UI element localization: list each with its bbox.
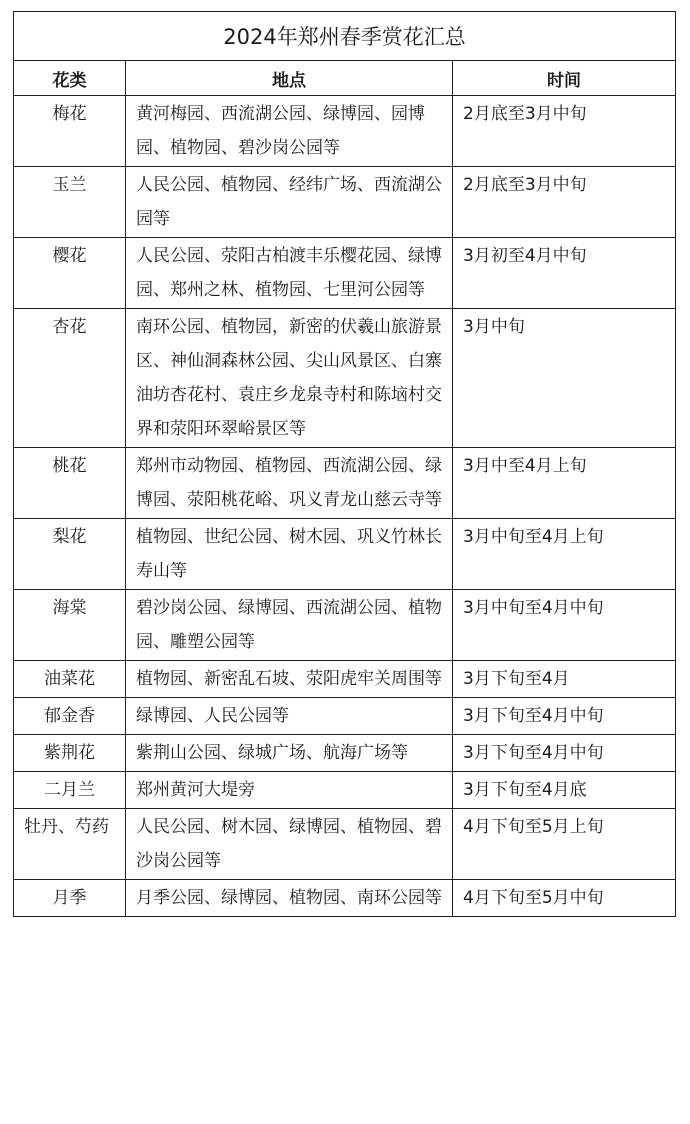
cell-flower: 牡丹、芍药 — [14, 809, 126, 880]
cell-place: 郑州市动物园、植物园、西流湖公园、绿博园、荥阳桃花峪、巩义青龙山慈云寺等 — [126, 448, 453, 519]
table-row — [14, 238, 676, 309]
cell-place: 月季公园、绿博园、植物园、南环公园等 — [126, 880, 453, 917]
flower-table — [13, 11, 676, 917]
cell-flower: 紫荆花 — [14, 735, 126, 772]
cell-place: 植物园、新密乱石坡、荥阳虎牢关周围等 — [126, 661, 453, 698]
cell-place: 碧沙岗公园、绿博园、西流湖公园、植物园、雕塑公园等 — [126, 590, 453, 661]
cell-place: 紫荆山公园、绿城广场、航海广场等 — [126, 735, 453, 772]
cell-flower: 油菜花 — [14, 661, 126, 698]
cell-place: 人民公园、树木园、绿博园、植物园、碧沙岗公园等 — [126, 809, 453, 880]
cell-time: 3月中旬至4月上旬 — [453, 519, 676, 590]
cell-place: 植物园、世纪公园、树木园、巩义竹林长寿山等 — [126, 519, 453, 590]
cell-flower: 海棠 — [14, 590, 126, 661]
cell-time: 2月底至3月中旬 — [453, 167, 676, 238]
table-row — [14, 735, 676, 772]
table-row — [14, 661, 676, 698]
table-row — [14, 519, 676, 590]
cell-place: 黄河梅园、西流湖公园、绿博园、园博园、植物园、碧沙岗公园等 — [126, 96, 453, 167]
header-flower: 花类 — [14, 61, 126, 96]
table-row — [14, 590, 676, 661]
header-time: 时间 — [453, 61, 676, 96]
cell-time: 3月中旬至4月中旬 — [453, 590, 676, 661]
cell-flower: 月季 — [14, 880, 126, 917]
table-row — [14, 772, 676, 809]
cell-time: 2月底至3月中旬 — [453, 96, 676, 167]
cell-flower: 桃花 — [14, 448, 126, 519]
cell-place: 郑州黄河大堤旁 — [126, 772, 453, 809]
table-row — [14, 880, 676, 917]
cell-place: 南环公园、植物园，新密的伏羲山旅游景区、神仙洞森林公园、尖山风景区、白寨油坊杏花村、袁庄乡龙泉寺村和陈垴村交界和荥阳环翠峪景区等 — [126, 309, 453, 448]
cell-flower: 二月兰 — [14, 772, 126, 809]
table-row — [14, 809, 676, 880]
table-row — [14, 698, 676, 735]
table-row — [14, 96, 676, 167]
cell-time: 3月下旬至4月中旬 — [453, 698, 676, 735]
cell-place: 人民公园、植物园、经纬广场、西流湖公园等 — [126, 167, 453, 238]
cell-time: 3月下旬至4月底 — [453, 772, 676, 809]
cell-place: 绿博园、人民公园等 — [126, 698, 453, 735]
cell-flower: 樱花 — [14, 238, 126, 309]
cell-time: 3月初至4月中旬 — [453, 238, 676, 309]
cell-flower: 梅花 — [14, 96, 126, 167]
summary-sheet — [13, 11, 675, 917]
table-row — [14, 167, 676, 238]
cell-time: 3月下旬至4月中旬 — [453, 735, 676, 772]
cell-time: 3月下旬至4月 — [453, 661, 676, 698]
cell-time: 3月中至4月上旬 — [453, 448, 676, 519]
cell-flower: 梨花 — [14, 519, 126, 590]
table-title: 2024年郑州春季赏花汇总 — [14, 12, 676, 61]
cell-time: 4月下旬至5月中旬 — [453, 880, 676, 917]
cell-place: 人民公园、荥阳古柏渡丰乐樱花园、绿博园、郑州之林、植物园、七里河公园等 — [126, 238, 453, 309]
cell-flower: 玉兰 — [14, 167, 126, 238]
table-row — [14, 448, 676, 519]
cell-flower: 郁金香 — [14, 698, 126, 735]
header-place: 地点 — [126, 61, 453, 96]
cell-flower: 杏花 — [14, 309, 126, 448]
cell-time: 3月中旬 — [453, 309, 676, 448]
table-row — [14, 309, 676, 448]
cell-time: 4月下旬至5月上旬 — [453, 809, 676, 880]
